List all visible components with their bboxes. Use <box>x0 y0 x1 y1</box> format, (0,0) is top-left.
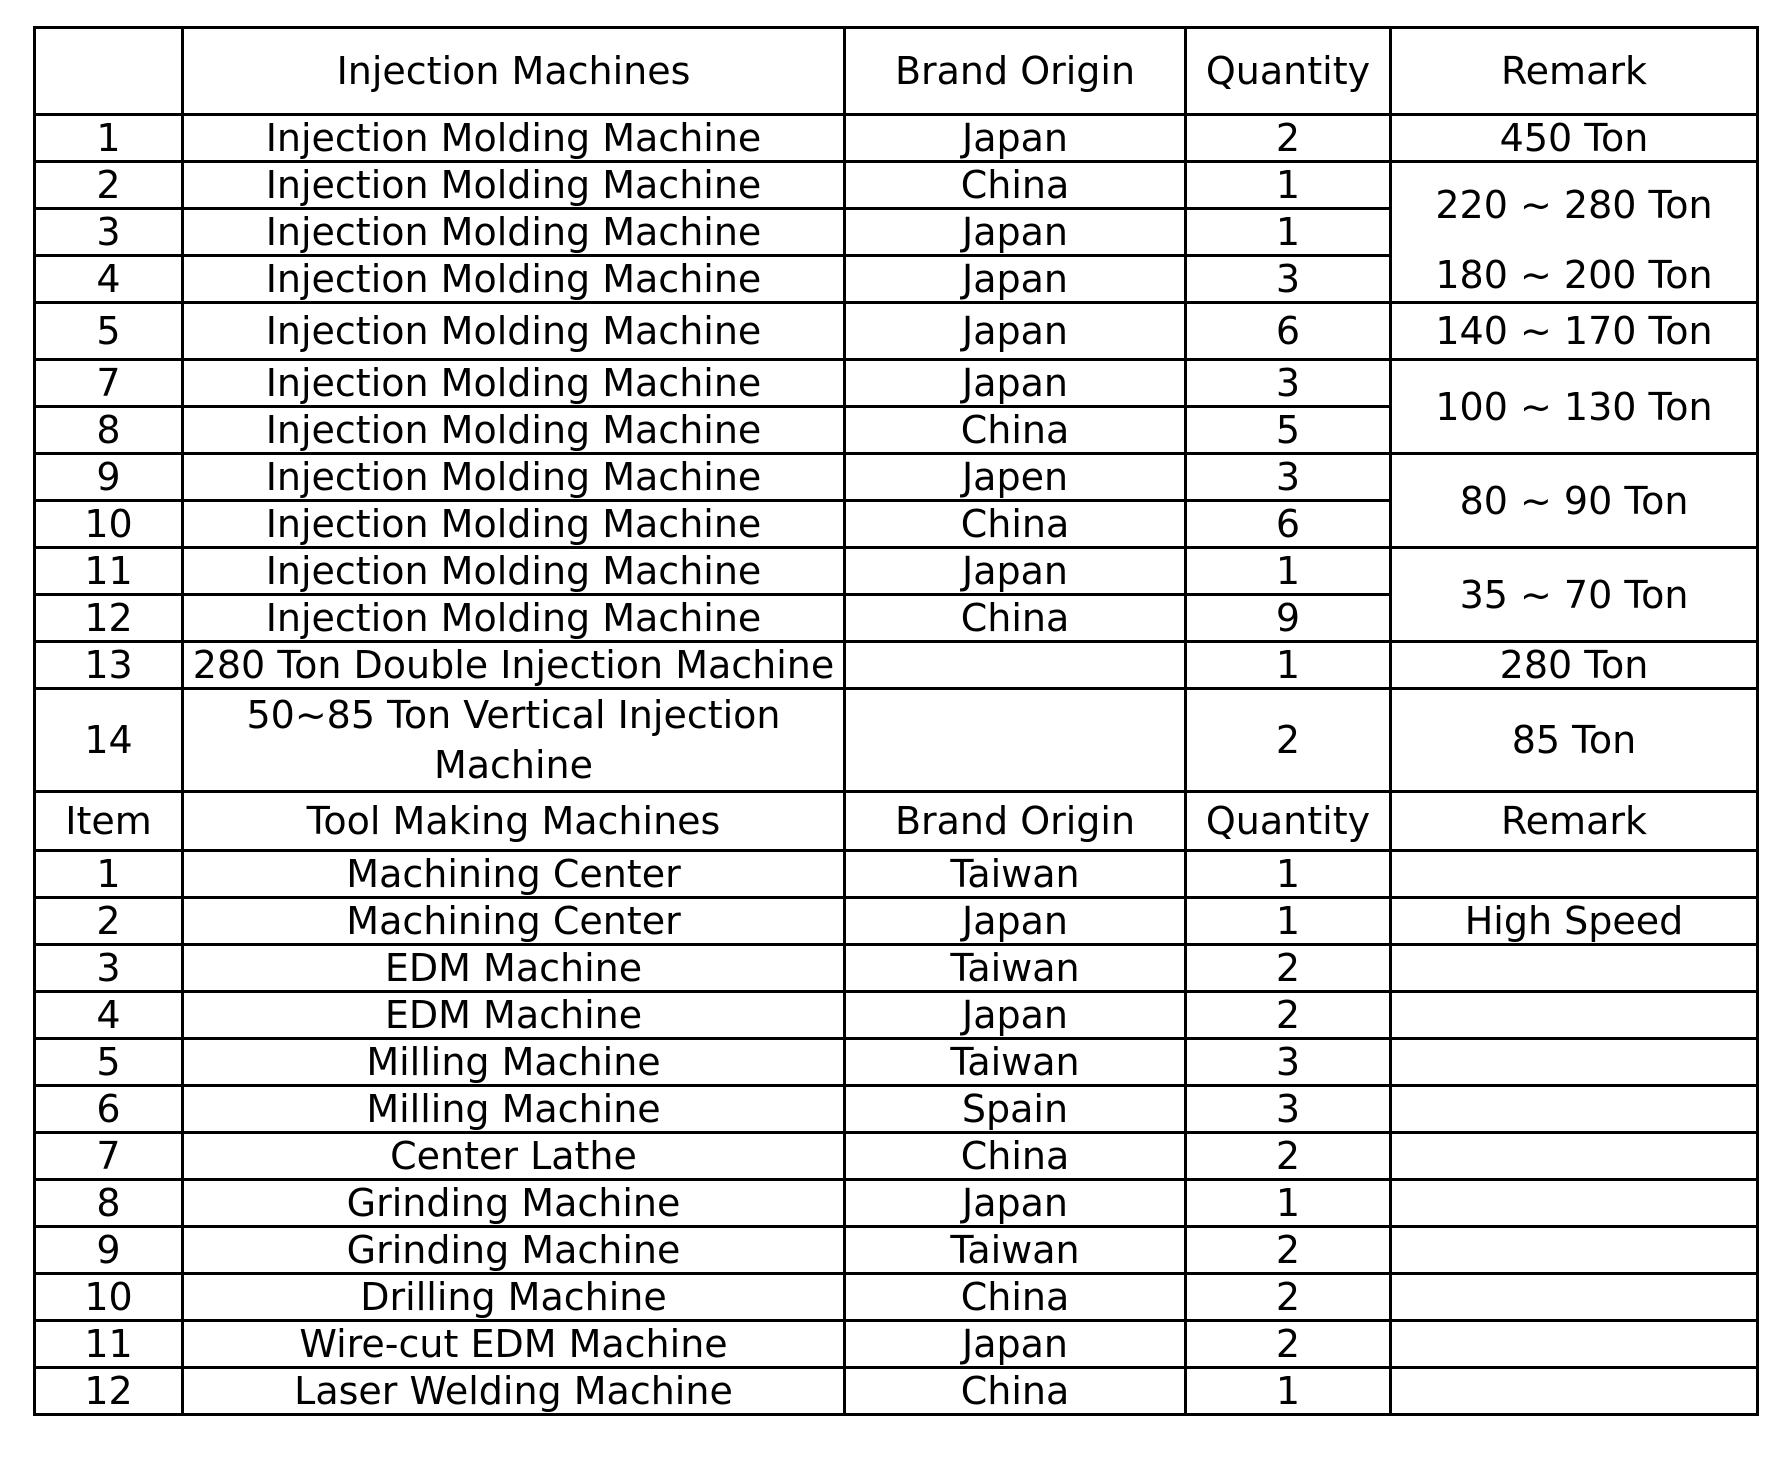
header-name-cell: Injection Machines <box>183 28 845 115</box>
header-remark-cell: Remark <box>1391 28 1758 115</box>
quantity-cell: 2 <box>1186 115 1391 162</box>
origin-cell: Japan <box>845 992 1186 1039</box>
header-remark-cell: Remark <box>1391 792 1758 851</box>
item-cell: 8 <box>35 1180 183 1227</box>
quantity-cell: 2 <box>1186 1133 1391 1180</box>
origin-cell: Japan <box>845 898 1186 945</box>
quantity-cell: 3 <box>1186 360 1391 407</box>
machine-name-cell: Injection Molding Machine <box>183 115 845 162</box>
item-cell: 7 <box>35 360 183 407</box>
quantity-cell: 1 <box>1186 898 1391 945</box>
item-cell: 8 <box>35 407 183 454</box>
item-cell: 2 <box>35 898 183 945</box>
table-row <box>35 1227 1758 1274</box>
header-item-cell <box>35 28 183 115</box>
origin-cell: Taiwan <box>845 1039 1186 1086</box>
table-row <box>35 548 1758 595</box>
origin-cell: China <box>845 595 1186 642</box>
remark-cell <box>1391 992 1758 1039</box>
machine-name-cell: 50~85 Ton Vertical Injection Machine <box>183 689 845 792</box>
remark-cell <box>1391 1227 1758 1274</box>
origin-cell: Taiwan <box>845 945 1186 992</box>
machine-name-cell: Drilling Machine <box>183 1274 845 1321</box>
table-row <box>35 162 1758 209</box>
origin-cell: China <box>845 1368 1186 1415</box>
quantity-cell: 1 <box>1186 642 1391 689</box>
remark-cell: 450 Ton <box>1391 115 1758 162</box>
remark-cell: 80 ~ 90 Ton <box>1391 454 1758 548</box>
item-cell: 10 <box>35 1274 183 1321</box>
origin-cell: Japan <box>845 1321 1186 1368</box>
quantity-cell: 6 <box>1186 303 1391 360</box>
equipment-table <box>33 26 1759 1416</box>
machine-name-cell: Machining Center <box>183 851 845 898</box>
quantity-cell: 2 <box>1186 1321 1391 1368</box>
quantity-cell: 6 <box>1186 501 1391 548</box>
item-cell: 6 <box>35 1086 183 1133</box>
machine-name-cell: Laser Welding Machine <box>183 1368 845 1415</box>
origin-cell: Japan <box>845 360 1186 407</box>
machine-name-cell: Milling Machine <box>183 1039 845 1086</box>
machine-name-cell: Center Lathe <box>183 1133 845 1180</box>
origin-cell: Japan <box>845 1180 1186 1227</box>
machine-name-cell: Injection Molding Machine <box>183 548 845 595</box>
table-row <box>35 115 1758 162</box>
machine-name-cell: Machining Center <box>183 898 845 945</box>
remark-cell <box>1391 1039 1758 1086</box>
equipment-list <box>33 26 1759 1416</box>
table-row <box>35 1180 1758 1227</box>
origin-cell: China <box>845 1133 1186 1180</box>
quantity-cell: 3 <box>1186 1086 1391 1133</box>
remark-cell: 35 ~ 70 Ton <box>1391 548 1758 642</box>
item-cell: 9 <box>35 454 183 501</box>
machine-name-cell: Injection Molding Machine <box>183 256 845 303</box>
remark-cell: 85 Ton <box>1391 689 1758 792</box>
remark-cell: High Speed <box>1391 898 1758 945</box>
remark-cell <box>1391 1368 1758 1415</box>
remark-cell: 100 ~ 130 Ton <box>1391 360 1758 454</box>
quantity-cell: 1 <box>1186 548 1391 595</box>
item-cell: 4 <box>35 256 183 303</box>
header-origin-cell: Brand Origin <box>845 28 1186 115</box>
item-cell: 5 <box>35 303 183 360</box>
table-row <box>35 1368 1758 1415</box>
quantity-cell: 1 <box>1186 162 1391 209</box>
quantity-cell: 2 <box>1186 689 1391 792</box>
quantity-cell: 1 <box>1186 209 1391 256</box>
item-cell: 4 <box>35 992 183 1039</box>
machine-name-cell: Injection Molding Machine <box>183 360 845 407</box>
machine-name-cell: Grinding Machine <box>183 1180 845 1227</box>
remark-cell <box>1391 1180 1758 1227</box>
item-cell: 12 <box>35 595 183 642</box>
remark-merged-cell <box>1391 162 1758 303</box>
table-row <box>35 851 1758 898</box>
table-row <box>35 1086 1758 1133</box>
table-row <box>35 1039 1758 1086</box>
item-cell: 13 <box>35 642 183 689</box>
remark-cell <box>1391 945 1758 992</box>
origin-cell: China <box>845 407 1186 454</box>
header-origin-cell: Brand Origin <box>845 792 1186 851</box>
quantity-cell: 2 <box>1186 1274 1391 1321</box>
origin-cell: China <box>845 162 1186 209</box>
quantity-cell: 9 <box>1186 595 1391 642</box>
header-item-cell: Item <box>35 792 183 851</box>
item-cell: 5 <box>35 1039 183 1086</box>
origin-cell: Japan <box>845 548 1186 595</box>
origin-cell <box>845 689 1186 792</box>
table-row <box>35 689 1758 792</box>
remark-cell <box>1391 851 1758 898</box>
remark-cell: 280 Ton <box>1391 642 1758 689</box>
table-row <box>35 1321 1758 1368</box>
item-cell: 7 <box>35 1133 183 1180</box>
table-row <box>35 1274 1758 1321</box>
remark-cell: 140 ~ 170 Ton <box>1391 303 1758 360</box>
machine-name-cell: Injection Molding Machine <box>183 501 845 548</box>
item-cell: 14 <box>35 689 183 792</box>
machine-name-cell: Milling Machine <box>183 1086 845 1133</box>
origin-cell: China <box>845 1274 1186 1321</box>
item-cell: 1 <box>35 851 183 898</box>
item-cell: 1 <box>35 115 183 162</box>
item-cell: 3 <box>35 945 183 992</box>
remark-cell <box>1391 1133 1758 1180</box>
origin-cell: Japan <box>845 115 1186 162</box>
remark-cell: 220 ~ 280 Ton <box>1435 183 1713 227</box>
machine-name-cell: 280 Ton Double Injection Machine <box>183 642 845 689</box>
quantity-cell: 2 <box>1186 992 1391 1039</box>
origin-cell: Spain <box>845 1086 1186 1133</box>
origin-cell: Japen <box>845 454 1186 501</box>
table-row <box>35 898 1758 945</box>
injection-header-row <box>35 28 1758 115</box>
quantity-cell: 1 <box>1186 851 1391 898</box>
remark-cell: 180 ~ 200 Ton <box>1435 253 1713 297</box>
item-cell: 9 <box>35 1227 183 1274</box>
machine-name-cell: Injection Molding Machine <box>183 209 845 256</box>
quantity-cell: 3 <box>1186 1039 1391 1086</box>
origin-cell: Japan <box>845 303 1186 360</box>
machine-name-cell: Injection Molding Machine <box>183 454 845 501</box>
item-cell: 11 <box>35 1321 183 1368</box>
origin-cell: Taiwan <box>845 1227 1186 1274</box>
table-row <box>35 1133 1758 1180</box>
machine-name-cell: Wire-cut EDM Machine <box>183 1321 845 1368</box>
header-quantity-cell: Quantity <box>1186 28 1391 115</box>
machine-name-cell: EDM Machine <box>183 945 845 992</box>
machine-name-cell: Injection Molding Machine <box>183 303 845 360</box>
table-row <box>35 454 1758 501</box>
table-row <box>35 303 1758 360</box>
machine-name-cell: Injection Molding Machine <box>183 595 845 642</box>
tool-header-row <box>35 792 1758 851</box>
table-row <box>35 642 1758 689</box>
quantity-cell: 1 <box>1186 1180 1391 1227</box>
origin-cell: Japan <box>845 209 1186 256</box>
machine-name-cell: Injection Molding Machine <box>183 162 845 209</box>
origin-cell: Taiwan <box>845 851 1186 898</box>
header-name-cell: Tool Making Machines <box>183 792 845 851</box>
item-cell: 12 <box>35 1368 183 1415</box>
remark-cell <box>1391 1274 1758 1321</box>
item-cell: 2 <box>35 162 183 209</box>
quantity-cell: 2 <box>1186 1227 1391 1274</box>
machine-name-cell: Injection Molding Machine <box>183 407 845 454</box>
origin-cell: China <box>845 501 1186 548</box>
table-row <box>35 992 1758 1039</box>
quantity-cell: 3 <box>1186 256 1391 303</box>
origin-cell <box>845 642 1186 689</box>
item-cell: 3 <box>35 209 183 256</box>
remark-cell <box>1391 1321 1758 1368</box>
quantity-cell: 3 <box>1186 454 1391 501</box>
header-quantity-cell: Quantity <box>1186 792 1391 851</box>
origin-cell: Japan <box>845 256 1186 303</box>
item-cell: 10 <box>35 501 183 548</box>
quantity-cell: 1 <box>1186 1368 1391 1415</box>
machine-name-cell: EDM Machine <box>183 992 845 1039</box>
table-row <box>35 945 1758 992</box>
quantity-cell: 5 <box>1186 407 1391 454</box>
remark-cell <box>1391 1086 1758 1133</box>
machine-name-cell: Grinding Machine <box>183 1227 845 1274</box>
table-row <box>35 360 1758 407</box>
item-cell: 11 <box>35 548 183 595</box>
quantity-cell: 2 <box>1186 945 1391 992</box>
